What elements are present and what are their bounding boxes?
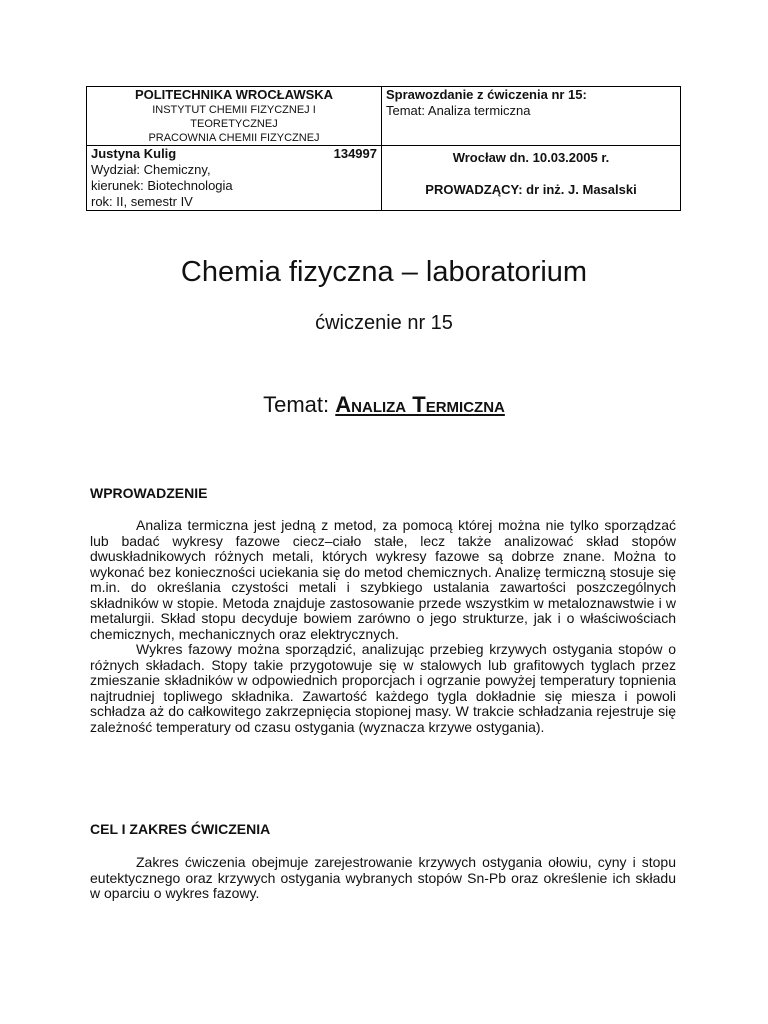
report-title: Sprawozdanie z ćwiczenia nr 15: bbox=[386, 87, 587, 102]
student-cell bbox=[87, 146, 382, 211]
report-cell bbox=[382, 87, 681, 146]
lab-name: PRACOWNIA CHEMII FIZYCZNEJ bbox=[148, 132, 320, 144]
supervisor: PROWADZĄCY: dr inż. J. Masalski bbox=[425, 182, 637, 197]
report-topic: Temat: Analiza termiczna bbox=[386, 103, 531, 118]
goal-body bbox=[90, 855, 676, 902]
institute-line-2: TEORETYCZNEJ bbox=[190, 118, 278, 130]
date-supervisor-cell bbox=[382, 146, 681, 211]
goal-paragraph-1: Zakres ćwiczenia obejmuje zarejestrowanie krzywych ostygania ołowiu, cyny i stopu eutektycznego oraz krzywych ostygania wybranych stopów Sn-Pb oraz określenie ich składu w oparciu o wykres fazowy. bbox=[90, 854, 676, 901]
topic-line bbox=[0, 390, 768, 420]
institute-line-1: INSTYTUT CHEMII FIZYCZNEJ I bbox=[152, 104, 316, 116]
section-heading-goal: CEL I ZAKRES ĆWICZENIA bbox=[90, 821, 271, 837]
university-name: POLITECHNIKA WROCŁAWSKA bbox=[134, 87, 334, 102]
report-header-table bbox=[86, 86, 681, 211]
student-id: 134997 bbox=[333, 146, 377, 161]
intro-paragraph-2: Wykres fazowy można sporządzić, analizując przebieg krzywych ostygania stopów o różnych składach. Stopy takie przygotowuje się w stalowych lub grafitowych tyglach przez zmieszanie składników w odpowiednich proporcjach i ogrzanie powyżej temperatury topnienia najtrudniej topliwego składnika. Zawartość każdego tygla dokładnie się miesza i powoli schładza aż do całkowitego zakrzepnięcia stopionej masy. W trakcie schładzania rejestruje się zależność temperatury od czasu ostygania (wyznacza krzywe ostygania). bbox=[90, 641, 676, 735]
student-name: Justyna Kulig bbox=[91, 146, 177, 161]
place-date: Wrocław dn. 10.03.2005 r. bbox=[452, 150, 610, 165]
intro-paragraph-1: Analiza termiczna jest jedną z metod, za pomocą której można nie tylko sporządzać lub badać wykresy fazowe ciecz–ciało stałe, lecz także analizować skład stopów dwuskładnikowych różnych metali, których wykresy fazowe są dobrze znane. Można to wykonać bez konieczności uciekania się do metod chemicznych. Analizę termiczną stosuje się m.in. do określania czystości metali i szybkiego ustalania zawartości poszczególnych składników w stopie. Metoda znajduje zastosowanie przede wszystkim w metaloznawstwie i w metalurgii. Skład stopu decyduje bowiem zarówno o jego strukturze, jak i o właściwościach chemicznych, mechanicznych oraz elektrycznych. bbox=[90, 517, 676, 642]
topic-value: Analiza Termiczna bbox=[335, 392, 505, 417]
university-cell bbox=[87, 87, 382, 146]
faculty: Wydział: Chemiczny, bbox=[91, 162, 211, 177]
topic-label: Temat: bbox=[263, 392, 336, 417]
section-heading-intro: WPROWADZENIE bbox=[90, 485, 208, 501]
document-title: Chemia fizyczna – laboratorium bbox=[180, 256, 588, 288]
student-line bbox=[91, 146, 377, 162]
intro-body bbox=[90, 518, 676, 735]
study-year: rok: II, semestr IV bbox=[91, 194, 193, 209]
exercise-number: ćwiczenie nr 15 bbox=[315, 312, 453, 334]
major: kierunek: Biotechnologia bbox=[91, 178, 233, 193]
